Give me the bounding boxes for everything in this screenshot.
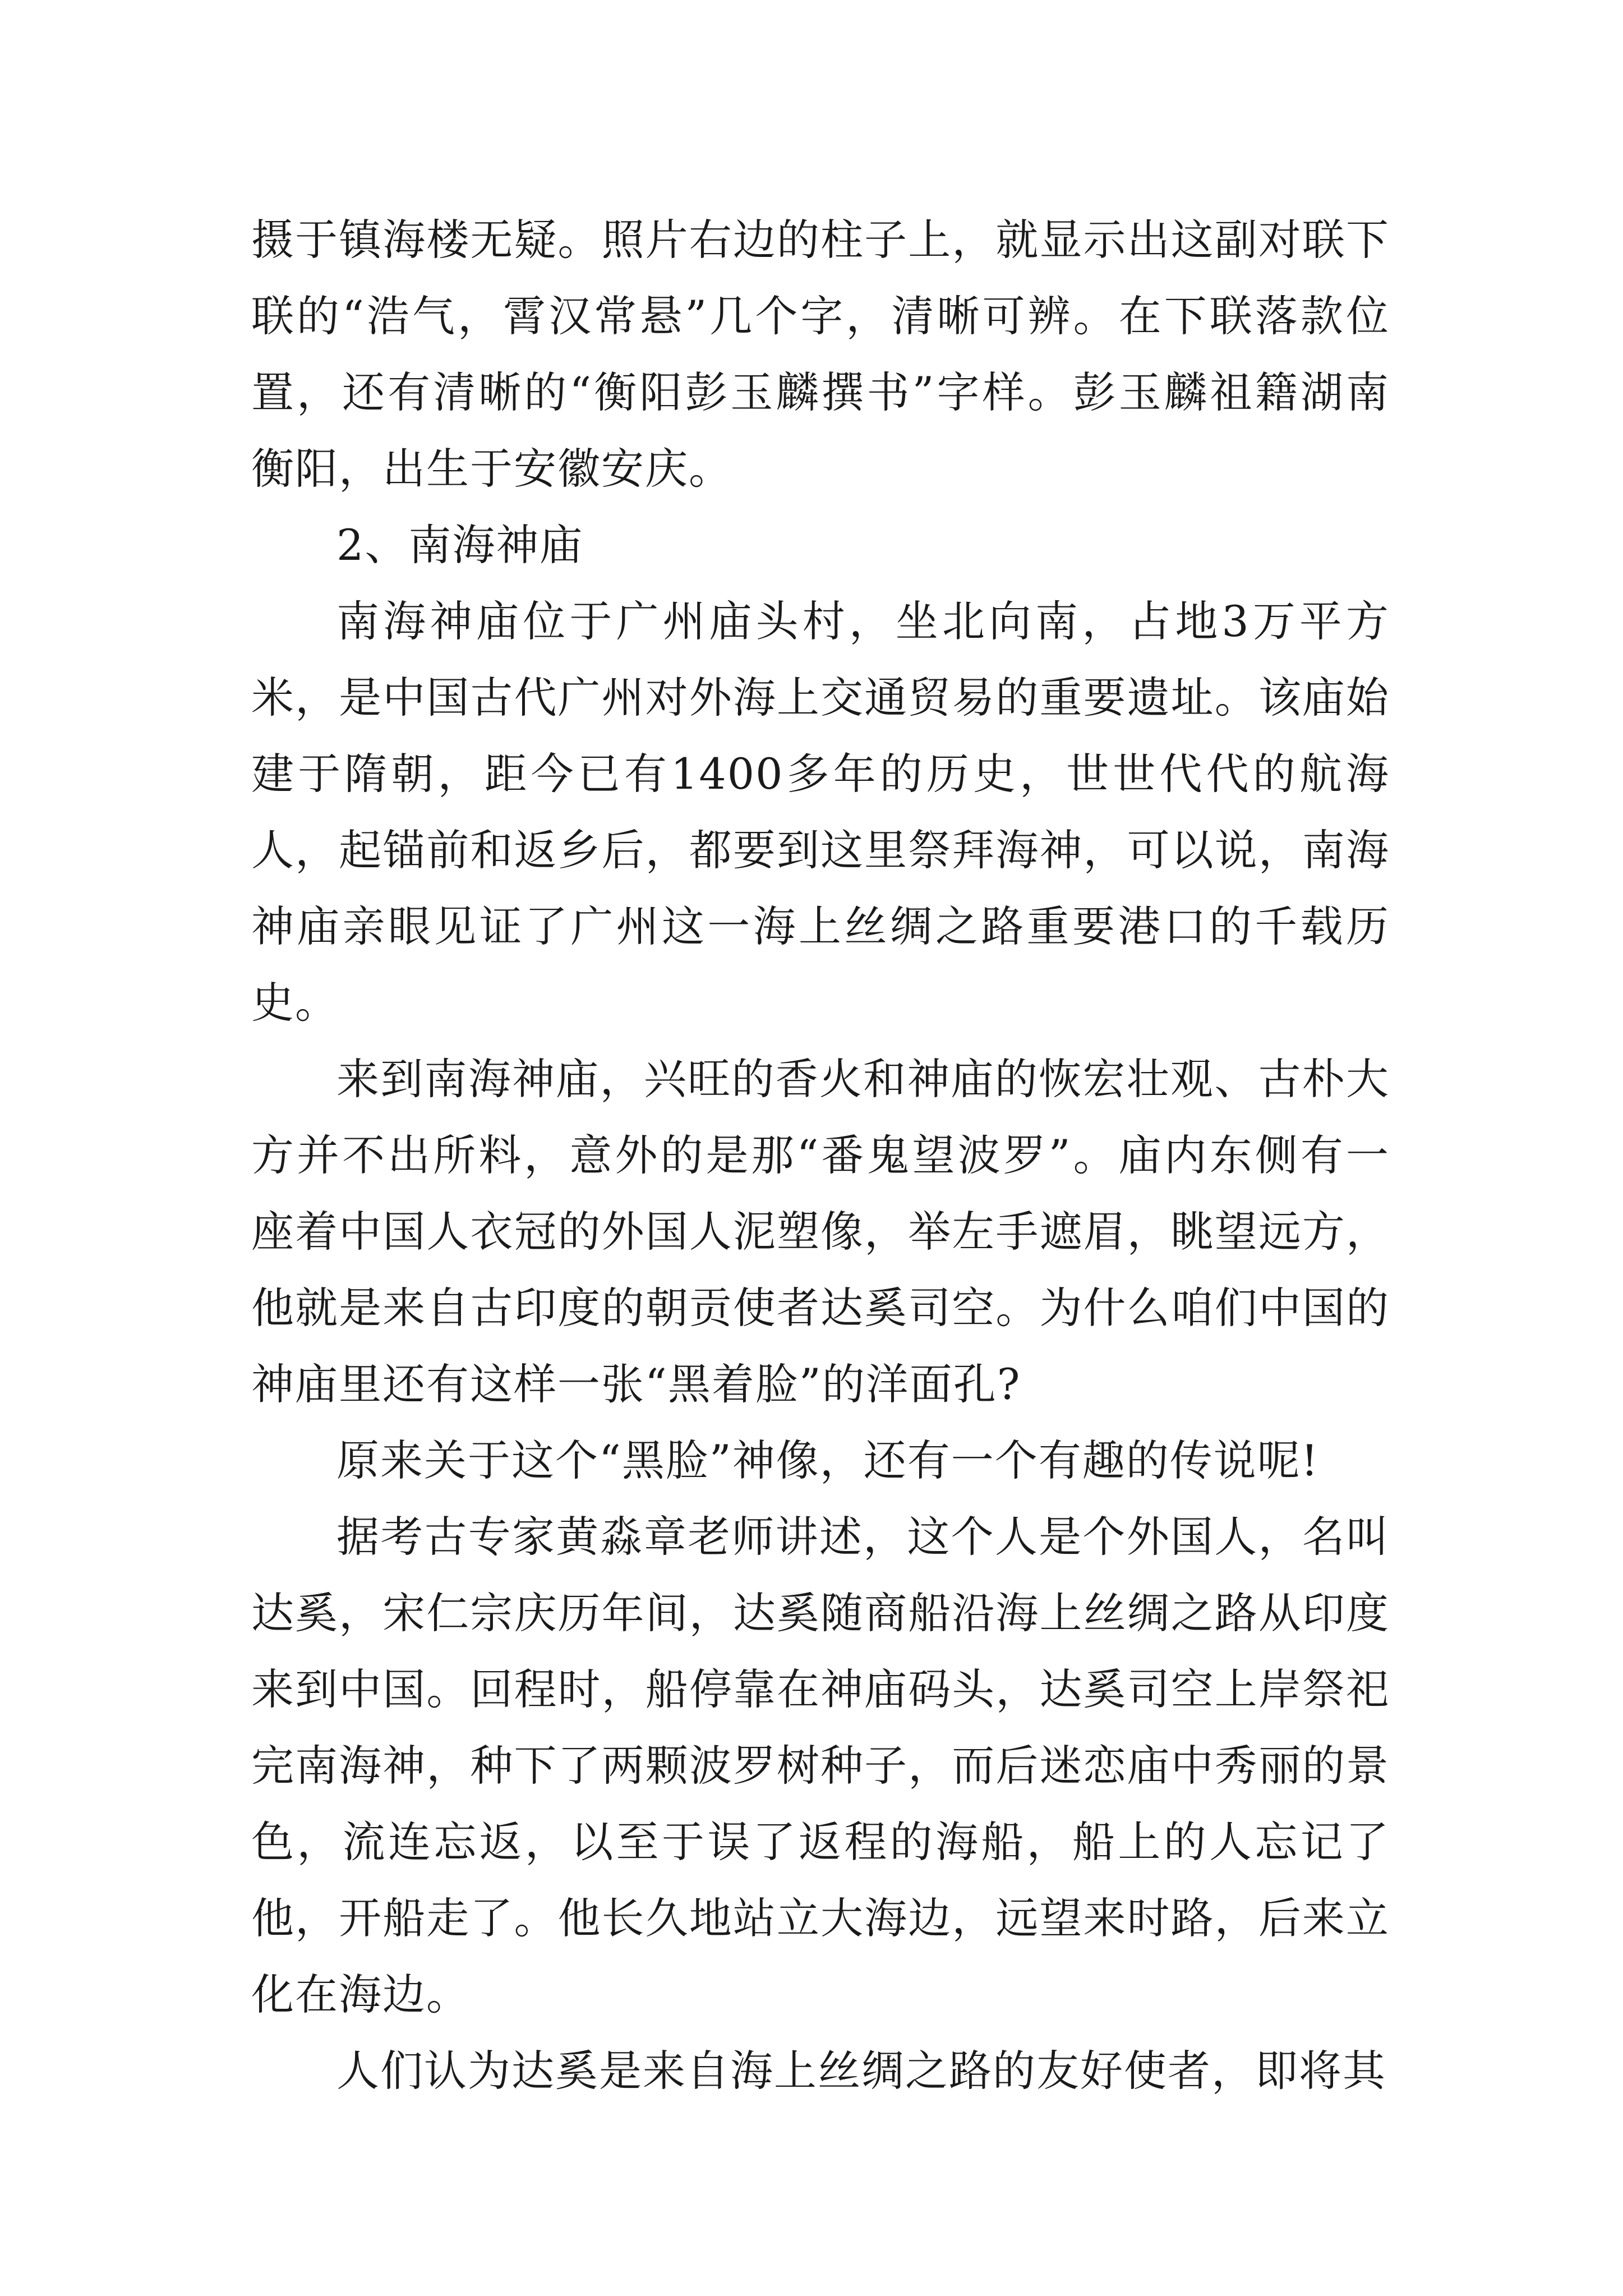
paragraph-fan-gui: 来到南海神庙，兴旺的香火和神庙的恢宏壮观、古朴大方并不出所料，意外的是那“番鬼望波罗”。庙内东侧有一座着中国人衣冠的外国人泥塑像，举左手遮眉，眺望远方，他就是来自古印度的朝贡使者达奚司空。为什么咱们中国的神庙里还有这样一张“黑着脸”的洋面孔?	[251, 1054, 1390, 1409]
paragraph-legend-intro: 原来关于这个“黑脸”神像，还有一个有趣的传说呢!	[336, 1435, 1320, 1485]
paragraph-temple-intro: 南海神庙位于广州庙头村，坐北向南，占地3万平方米，是中国古代广州对外海上交通贸易的重要遗址。该庙始建于隋朝，距今已有1400多年的历史，世世代代的航海人，起锚前和返乡后，都要到这里祭拜海神，可以说，南海神庙亲眼见证了广州这一海上丝绸之路重要港口的千载历史。	[251, 596, 1390, 1028]
paragraph-envoy: 人们认为达奚是来自海上丝绸之路的友好使者，即将其	[336, 2046, 1386, 2096]
paragraph-zhenhailou-couplet: 摄于镇海楼无疑。照片右边的柱子上，就显示出这副对联下联的“浩气，霄汉常悬”几个字，清晰可辨。在下联落款位置，还有清晰的“衡阳彭玉麟撰书”字样。彭玉麟祖籍湖南衡阳，出生于安徽安庆。	[251, 215, 1390, 494]
section-heading-nanhai-temple: 2、南海神庙	[336, 520, 584, 570]
body-text	[251, 202, 1390, 2109]
paragraph-daxi-story: 据考古专家黄淼章老师讲述，这个人是个外国人，名叫达奚，宋仁宗庆历年间，达奚随商船沿海上丝绸之路从印度来到中国。回程时，船停靠在神庙码头，达奚司空上岸祭祀完南海神，种下了两颗波罗树种子，而后迷恋庙中秀丽的景色，流连忘返，以至于误了返程的海船，船上的人忘记了他，开船走了。他长久地站立大海边，远望来时路，后来立化在海边。	[251, 1512, 1390, 2019]
